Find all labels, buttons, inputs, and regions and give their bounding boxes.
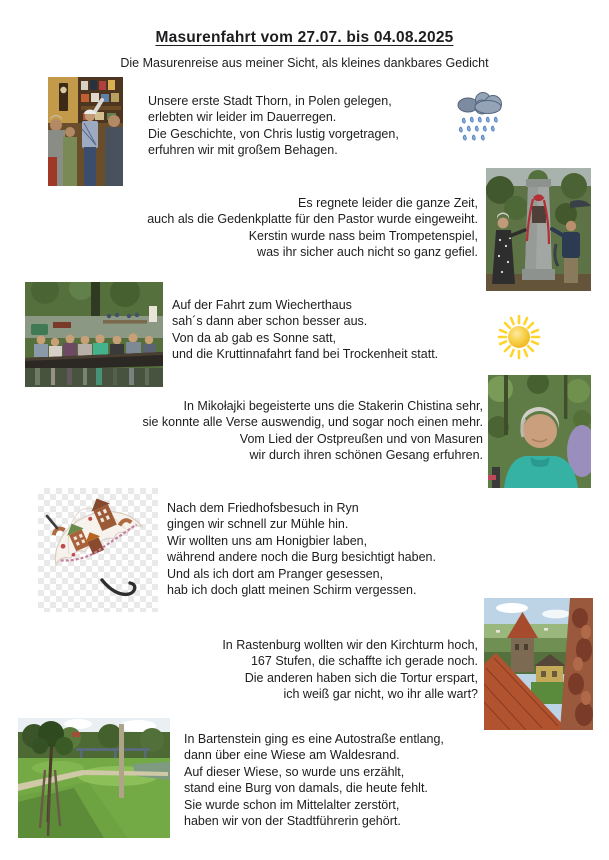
sun-icon	[497, 314, 542, 360]
poem-line: erfuhren wir mit großem Behagen.	[148, 143, 338, 158]
poem-line: Auf dieser Wiese, so wurde uns erzählt,	[184, 764, 405, 779]
photo-umbrella	[38, 488, 158, 612]
poem-line: Von da ab gab es Sonne satt,	[172, 330, 337, 345]
stanza-wiecherthaus	[172, 297, 438, 363]
poem-line: 167 Stufen, die schaffte ich gerade noch.	[250, 654, 478, 669]
poem-line: Sie wurde schon im Mittelalter zerstört,	[184, 797, 400, 812]
page-subtitle: Die Masurenreise aus meiner Sicht, als kleines dankbares Gedicht	[120, 56, 489, 70]
stanza-gedenkplatte	[147, 195, 478, 261]
poem-line: In Rastenburg wollten wir den Kirchturm hoch,	[222, 638, 478, 652]
poem-line: Auf der Fahrt zum Wiecherthaus	[172, 298, 352, 312]
poem-line: was ihr sicher auch nicht so ganz gefiel.	[257, 245, 478, 260]
stanza-mikolajki	[142, 398, 483, 464]
photo-meadow	[18, 718, 170, 838]
poem-line: erlebten wir leider im Dauerregen.	[148, 110, 337, 125]
poem-line: ich weiß gar nicht, wo ihr alle wart?	[283, 687, 478, 702]
stanza-ryn	[167, 500, 436, 598]
photo-boat-trip	[25, 282, 163, 387]
photo-singer-christina	[488, 375, 591, 488]
photo-tower-view	[484, 598, 593, 730]
poem-line: haben wir von der Stadtführerin gehört.	[184, 814, 401, 829]
stanza-bartenstein	[184, 731, 444, 829]
poem-line: In Mikołajki begeisterte uns die Stakerin Chistina sehr,	[183, 399, 483, 413]
poem-line: In Bartenstein ging es eine Autostraße entlang,	[184, 732, 444, 746]
poem-line: Kerstin wurde nass beim Trompetenspiel,	[248, 228, 478, 243]
poem-line: dann über eine Wiese am Waldesrand.	[184, 748, 400, 763]
stanza-rastenburg	[222, 637, 478, 703]
page-title: Masurenfahrt vom 27.07. bis 04.08.2025	[155, 29, 454, 46]
poem-line: gingen wir schnell zur Mühle hin.	[167, 517, 349, 532]
stanza-thorn	[148, 93, 399, 159]
rain-cloud-icon	[455, 90, 507, 142]
poem-line: Unsere erste Stadt Thorn, in Polen gelegen,	[148, 94, 392, 108]
poem-line: stand eine Burg von damals, die heute fehlt.	[184, 781, 428, 796]
poem-line: sah´s dann aber schon besser aus.	[172, 314, 368, 329]
poem-line: hab ich doch glatt meinen Schirm vergessen.	[167, 583, 417, 598]
poem-line: wir durch ihren schönen Gesang erfuhren.	[249, 448, 483, 463]
photo-thorn-group	[48, 77, 123, 186]
poem-line: Und als ich dort am Pranger gesessen,	[167, 566, 384, 581]
poem-line: Die Geschichte, von Chris lustig vorgetragen,	[148, 126, 399, 141]
poem-line: Es regnete leider die ganze Zeit,	[298, 196, 478, 210]
poem-line: sie konnte alle Verse auswendig, und sogar noch einen mehr.	[142, 415, 483, 430]
photo-memorial	[486, 168, 591, 291]
poem-line: während andere noch die Burg besichtigt haben.	[167, 550, 436, 565]
poem-line: Wir wollten uns am Honigbier laben,	[167, 533, 368, 548]
poem-line: Nach dem Friedhofsbesuch in Ryn	[167, 501, 359, 515]
poem-line: Die anderen haben sich die Tortur erspart,	[244, 670, 478, 685]
poem-line: und die Kruttinnafahrt fand bei Trockenheit statt.	[172, 347, 439, 362]
poem-line: auch als die Gedenkplatte für den Pastor wurde eingeweiht.	[147, 212, 478, 227]
poem-line: Vom Lied der Ostpreußen und von Masuren	[239, 431, 483, 446]
